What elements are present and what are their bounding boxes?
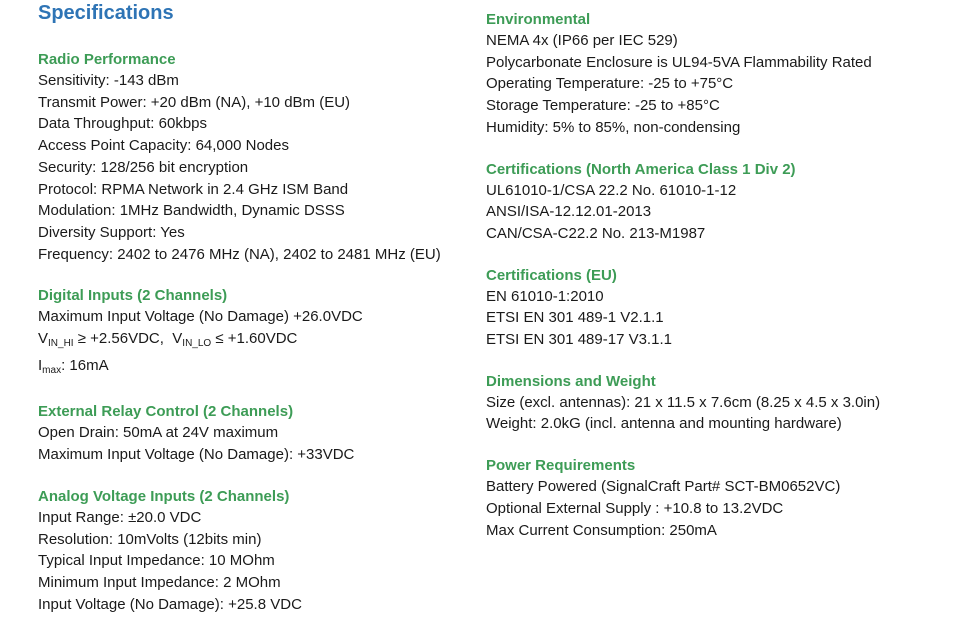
- section-power-requirements: [486, 455, 946, 541]
- spec-line: Input Voltage (No Damage): +25.8 VDC: [38, 595, 302, 613]
- spec-list: [486, 286, 946, 351]
- spec-line: Open Drain: 50mA at 24V maximum: [38, 424, 279, 442]
- spec-line-vin-thresholds: [38, 328, 478, 355]
- spec-line: Maximum Input Voltage (No Damage): +33VDC: [38, 446, 355, 464]
- section-radio-performance: [38, 49, 478, 265]
- spec-line: Size (excl. antennas): 21 x 11.5 x 7.6cm (8.25 x 4.5 x 3.0in): [486, 393, 881, 411]
- spec-line: Storage Temperature: -25 to +85°C: [486, 97, 720, 115]
- spec-line: Access Point Capacity: 64,000 Nodes: [38, 137, 289, 155]
- spec-line: Input Range: ±20.0 VDC: [38, 508, 202, 526]
- section-analog-voltage-inputs: [38, 486, 478, 616]
- section-title: Radio Performance: [38, 51, 176, 68]
- section-environmental: [486, 9, 946, 139]
- section-title: Certifications (EU): [486, 266, 617, 284]
- spec-line: CAN/CSA-C22.2 No. 213-M1987: [486, 224, 706, 242]
- spec-line: NEMA 4x (IP66 per IEC 529): [486, 32, 678, 49]
- spec-list: [486, 30, 946, 139]
- spec-line: Optional External Supply : +10.8 to 13.2VDC: [486, 499, 784, 517]
- section-title: Dimensions and Weight: [486, 372, 656, 390]
- spec-line-imax: [38, 355, 478, 382]
- spec-line: Humidity: 5% to 85%, non-condensing: [486, 118, 741, 136]
- section-external-relay-control: [38, 401, 478, 465]
- spec-list: [486, 476, 946, 541]
- spec-line: Typical Input Impedance: 10 MOhm: [38, 552, 275, 570]
- spec-line: Polycarbonate Enclosure is UL94-5VA Flammability Rated: [486, 53, 872, 71]
- spec-line: ETSI EN 301 489-17 V3.1.1: [486, 331, 672, 349]
- section-digital-inputs: [38, 285, 478, 381]
- vin-lo-symbol: V: [172, 330, 183, 348]
- spec-line: Maximum Input Voltage (No Damage) +26.0VDC: [38, 308, 363, 326]
- spec-line: Battery Powered (SignalCraft Part# SCT-BM0652VC): [486, 478, 841, 496]
- right-column: [486, 9, 946, 561]
- imax-symbol: I: [38, 356, 43, 374]
- spec-line: Minimum Input Impedance: 2 MOhm: [38, 573, 281, 591]
- section-title: Digital Inputs (2 Channels): [38, 287, 228, 305]
- spec-line: ETSI EN 301 489-1 V2.1.1: [486, 309, 664, 327]
- spec-line: UL61010-1/CSA 22.2 No. 61010-1-12: [486, 181, 737, 199]
- spec-line: Operating Temperature: -25 to +75°C: [486, 75, 734, 93]
- vin-lo-subscript: IN_LO: [182, 338, 212, 350]
- spec-line: ANSI/ISA-12.12.01-2013: [486, 203, 652, 221]
- section-title: External Relay Control (2 Channels): [38, 403, 294, 421]
- spec-line: Weight: 2.0kG (incl. antenna and mounting hardware): [486, 415, 842, 433]
- spec-list: [38, 507, 478, 616]
- spec-line: Data Throughput: 60kbps: [38, 115, 208, 133]
- spec-list: [38, 70, 478, 265]
- left-column: [38, 49, 478, 635]
- spec-line: Max Current Consumption: 250mA: [486, 521, 717, 539]
- spec-line: Modulation: 1MHz Bandwidth, Dynamic DSSS: [38, 202, 345, 220]
- vin-lo-value: ≤ +1.60VDC: [211, 330, 298, 348]
- spec-line: Frequency: 2402 to 2476 MHz (NA), 2402 to 2481 MHz (EU): [38, 245, 441, 263]
- vin-hi-value: ≥ +2.56VDC,: [73, 330, 164, 348]
- imax-value: : 16mA: [61, 356, 109, 374]
- spec-line: EN 61010-1:2010: [486, 287, 604, 305]
- page-title: Specifications: [38, 2, 174, 24]
- spec-line: Transmit Power: +20 dBm (NA), +10 dBm (EU): [38, 93, 351, 111]
- section-dimensions-and-weight: [486, 371, 946, 435]
- spec-line: Diversity Support: Yes: [38, 223, 185, 241]
- spec-line: Security: 128/256 bit encryption: [38, 158, 249, 176]
- vin-hi-symbol: V: [38, 330, 49, 348]
- spec-line: Resolution: 10mVolts (12bits min): [38, 530, 262, 548]
- spec-list: [38, 422, 478, 465]
- spec-line: Sensitivity: -143 dBm: [38, 72, 179, 89]
- spec-line: Protocol: RPMA Network in 2.4 GHz ISM Band: [38, 180, 349, 198]
- spec-list: [486, 392, 946, 435]
- section-title: Environmental: [486, 11, 591, 28]
- section-title: Analog Voltage Inputs (2 Channels): [38, 487, 290, 505]
- spec-list: [486, 180, 946, 245]
- vin-hi-subscript: IN_HI: [48, 338, 74, 350]
- section-title: Certifications (North America Class 1 Div 2): [486, 160, 796, 178]
- section-title: Power Requirements: [486, 457, 636, 475]
- imax-subscript: max: [42, 364, 62, 376]
- section-certifications-north-america: [486, 159, 946, 245]
- section-certifications-eu: [486, 265, 946, 351]
